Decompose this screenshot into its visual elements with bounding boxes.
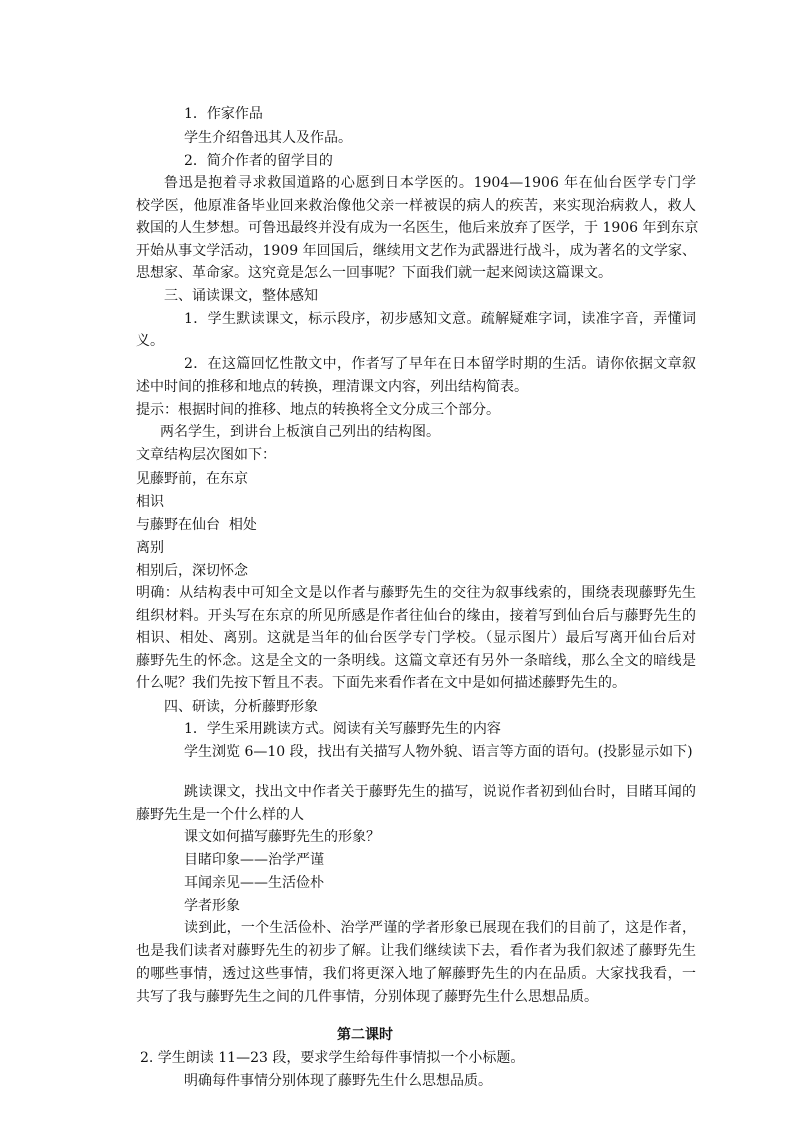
paragraph-line: 读到此，一个生活俭朴、治学严谨的学者形象已展现在我们的目前了，这是作者，: [184, 920, 696, 936]
paragraph-line: 述中时间的推移和地点的转换，理清课文内容，列出结构简表。: [136, 379, 528, 395]
paragraph-line: 2．在这篇回忆性散文中，作者写了早年在日本留学时期的生活。请你依据文章叙: [184, 356, 696, 372]
paragraph-line: 的哪些事情，透过这些事情，我们将更深入地了解藤野先生的内在品质。大家找我看，一: [136, 966, 696, 982]
paragraph-line: 鲁迅是抱着寻求救国道路的心愿到日本学医的。1904—1906 年在仙台医学专门学: [164, 175, 696, 191]
hint-line: 提示：根据时间的推移、地点的转换将全文分成三个部分。: [136, 402, 500, 418]
paragraph-line: 思想家、革命家。这究竟是怎么一回事呢？下面我们就一起来阅读这篇课文。: [136, 265, 612, 281]
paragraph-line: 1．学生采用跳读方式。阅读有关写藤野先生的内容: [184, 721, 501, 737]
paragraph-line: 藤野先生是一个什么样的人: [136, 807, 304, 823]
section-item: 2．简介作者的留学目的: [184, 153, 333, 169]
paragraph-line: 明确：从结构表中可知全文是以作者与藤野先生的交往为叙事线索的，围绕表现藤野先生: [136, 585, 696, 601]
paragraph-line: 学生介绍鲁迅其人及作品。: [184, 130, 352, 146]
paragraph-line: 课文如何描写藤野先生的形象？: [184, 829, 380, 845]
paragraph-line: 文章结构层次图如下：: [136, 447, 276, 463]
paragraph-line: 什么呢？我们先按下暂且不表。下面先来看作者在文中是如何描述藤野先生的。: [136, 675, 626, 691]
structure-item: 耳闻亲见——生活俭朴: [184, 875, 324, 891]
paragraph-line: 相识、相处、离别。这就是当年的仙台医学专门学校。（显示图片）最后写离开仙台后对: [136, 630, 696, 646]
paragraph-line: 明确每件事情分别体现了藤野先生什么思想品质。: [184, 1073, 492, 1089]
structure-item: 目睹印象——治学严谨: [184, 852, 324, 868]
paragraph-line: 1．学生默读课文，标示段序，初步感知文意。疏解疑难字词，读准字音，弄懂词: [184, 311, 696, 327]
section-heading: 四、研读，分析藤野形象: [164, 699, 318, 715]
structure-item: 见藤野前，在东京: [136, 471, 248, 487]
paragraph-line: 2. 学生朗读 11—23 段，要求学生给每件事情拟一个小标题。: [140, 1050, 525, 1066]
paragraph-line: 组织材料。开头写在东京的所见所感是作者往仙台的缘由，接着写到仙台后与藤野先生的: [136, 608, 696, 624]
structure-item: 相别后，深切怀念: [136, 563, 248, 579]
paragraph-line: 也是我们读者对藤野先生的初步了解。让我们继续读下去，看作者为我们叙述了藤野先生: [136, 943, 696, 959]
structure-item: 与藤野在仙台 相处: [136, 517, 257, 533]
paragraph-line: 藤野先生的怀念。这是全文的一条明线。这篇文章还有另外一条暗线，那么全文的暗线是: [136, 653, 696, 669]
paragraph-line: 开始从事文学活动，1909 年回国后，继续用文艺作为武器进行战斗，成为著名的文学家、: [136, 243, 696, 259]
paragraph-line: 学生浏览 6—10 段，找出有关描写人物外貌、语言等方面的语句。(投影显示如下): [184, 744, 693, 760]
structure-item: 离别: [136, 540, 164, 556]
structure-item: 学者形象: [184, 898, 240, 914]
structure-item: 相识: [136, 494, 164, 510]
paragraph-line: 义。: [136, 333, 164, 349]
section-item: 1．作家作品: [184, 106, 263, 122]
lesson-heading: 第二课时: [337, 1027, 393, 1043]
section-heading: 三、诵读课文，整体感知: [164, 288, 318, 304]
paragraph-line: 跳读课文，找出文中作者关于藤野先生的描写，说说作者初到仙台时，目睹耳闻的: [184, 784, 696, 800]
paragraph-line: 校学医，他原准备毕业回来救治像他父亲一样被误的病人的疾苦，来实现治病救人，救人: [136, 198, 696, 214]
paragraph-line: 救国的人生梦想。可鲁迅最终并没有成为一名医生，他后来放弃了医学，于 1906 年到东京: [136, 220, 699, 236]
paragraph-line: 共写了我与藤野先生之间的几件事情，分别体现了藤野先生什么思想品质。: [136, 989, 598, 1005]
paragraph-line: 两名学生，到讲台上板演自己列出的结构图。: [160, 424, 440, 440]
